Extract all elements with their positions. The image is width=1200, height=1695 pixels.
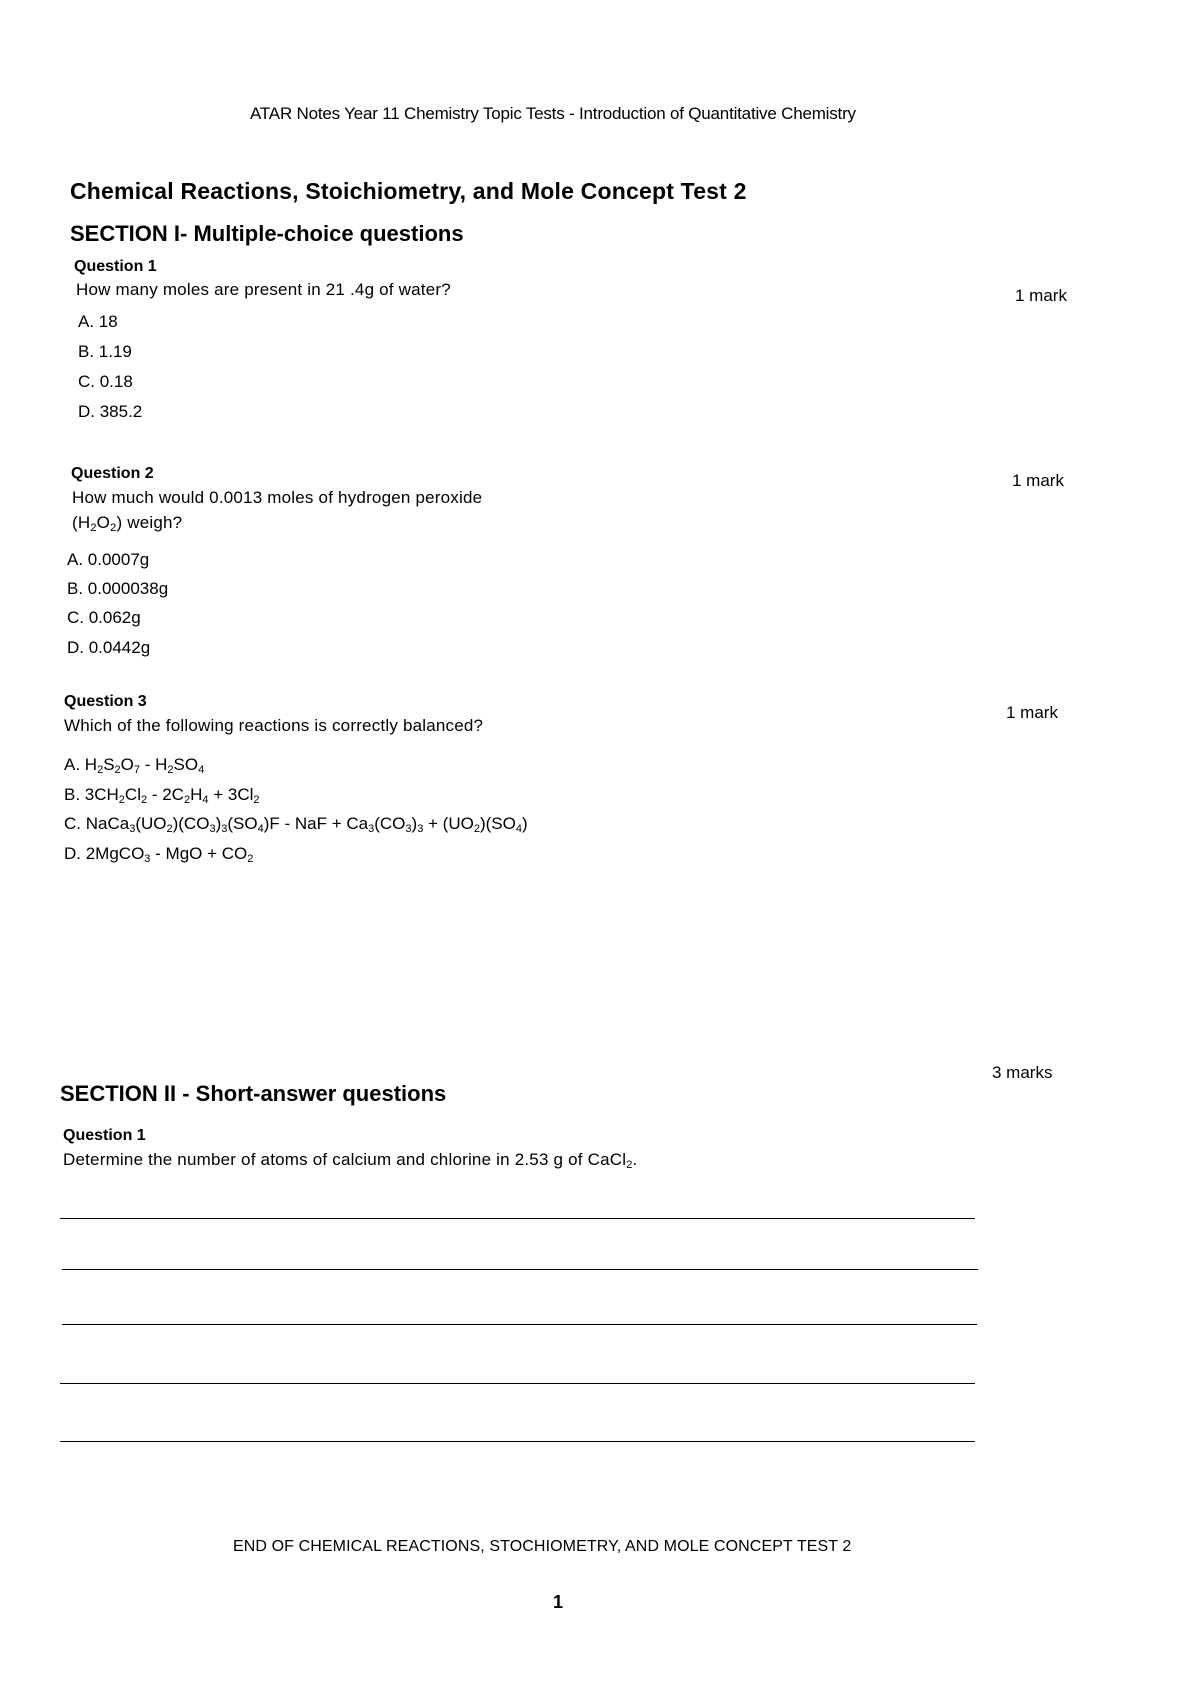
running-header: ATAR Notes Year 11 Chemistry Topic Tests - Introduction of Quantitative Chemistry [250,104,856,123]
q3-option-a: A. $H_2S_2O_7 - H_2SO_4$ [64,755,205,776]
s2-q1-label: Question 1 [63,1127,146,1144]
q2-text-line1: How much would 0.0013 moles of hydrogen peroxide [72,488,483,507]
q3-option-b: B. $3CH_2Cl_2 - 2C_2H_4 + 3Cl_2$ [64,785,260,806]
s2-q1-text: Determine the number of atoms of calcium and chlorine in 2.53 g of CaCl$_2$. [63,1150,638,1171]
answer-line [60,1218,975,1219]
q2-option-b: B. 0.000038g [67,579,169,598]
q1-text: How many moles are present in 21 .4g of water? [76,280,451,299]
q1-option-c: C. 0.18 [78,372,133,391]
answer-line [62,1269,978,1270]
q3-label: Question 3 [64,693,147,710]
q1-mark: 1 mark [1015,286,1067,305]
q1-option-b: B. 1.19 [78,342,132,361]
q1-option-d: D. 385.2 [78,402,143,421]
q2-label: Question 2 [71,465,154,482]
section-1-title: SECTION I- Multiple-choice questions [70,221,464,246]
section-2-title: SECTION II - Short-answer questions [60,1081,447,1106]
q1-label: Question 1 [74,258,157,275]
q2-text-line2: $(H_2O_2)$ weigh? [72,513,183,534]
page-number: 1 [553,1592,564,1612]
q1-option-a: A. 18 [78,312,118,331]
test-title: Chemical Reactions, Stoichiometry, and Mole Concept Test 2 [70,178,747,204]
answer-line [62,1324,977,1325]
q2-option-c: C. 0.062g [67,608,141,627]
answer-line [60,1383,975,1384]
section-2-mark: 3 marks [992,1063,1053,1082]
answer-line [60,1441,975,1442]
q3-text: Which of the following reactions is correctly balanced? [64,716,484,735]
q3-option-d: D. 2MgCO$_3$ - MgO + $CO_2$ [64,844,254,865]
q3-option-c: C. $NaCa_3(UO_2)(CO_3)_3(SO_4)F$ - NaF + $Ca_3(CO_3)_3 + (UO_2)(SO_4)$ [64,814,528,835]
q2-option-a: A. 0.0007g [67,550,150,569]
q2-option-d: D. 0.0442g [67,638,151,657]
q2-mark: 1 mark [1012,471,1064,490]
q3-mark: 1 mark [1006,703,1058,722]
end-of-test-footer: END OF CHEMICAL REACTIONS, STOCHIOMETRY, AND MOLE CONCEPT TEST 2 [233,1538,852,1555]
